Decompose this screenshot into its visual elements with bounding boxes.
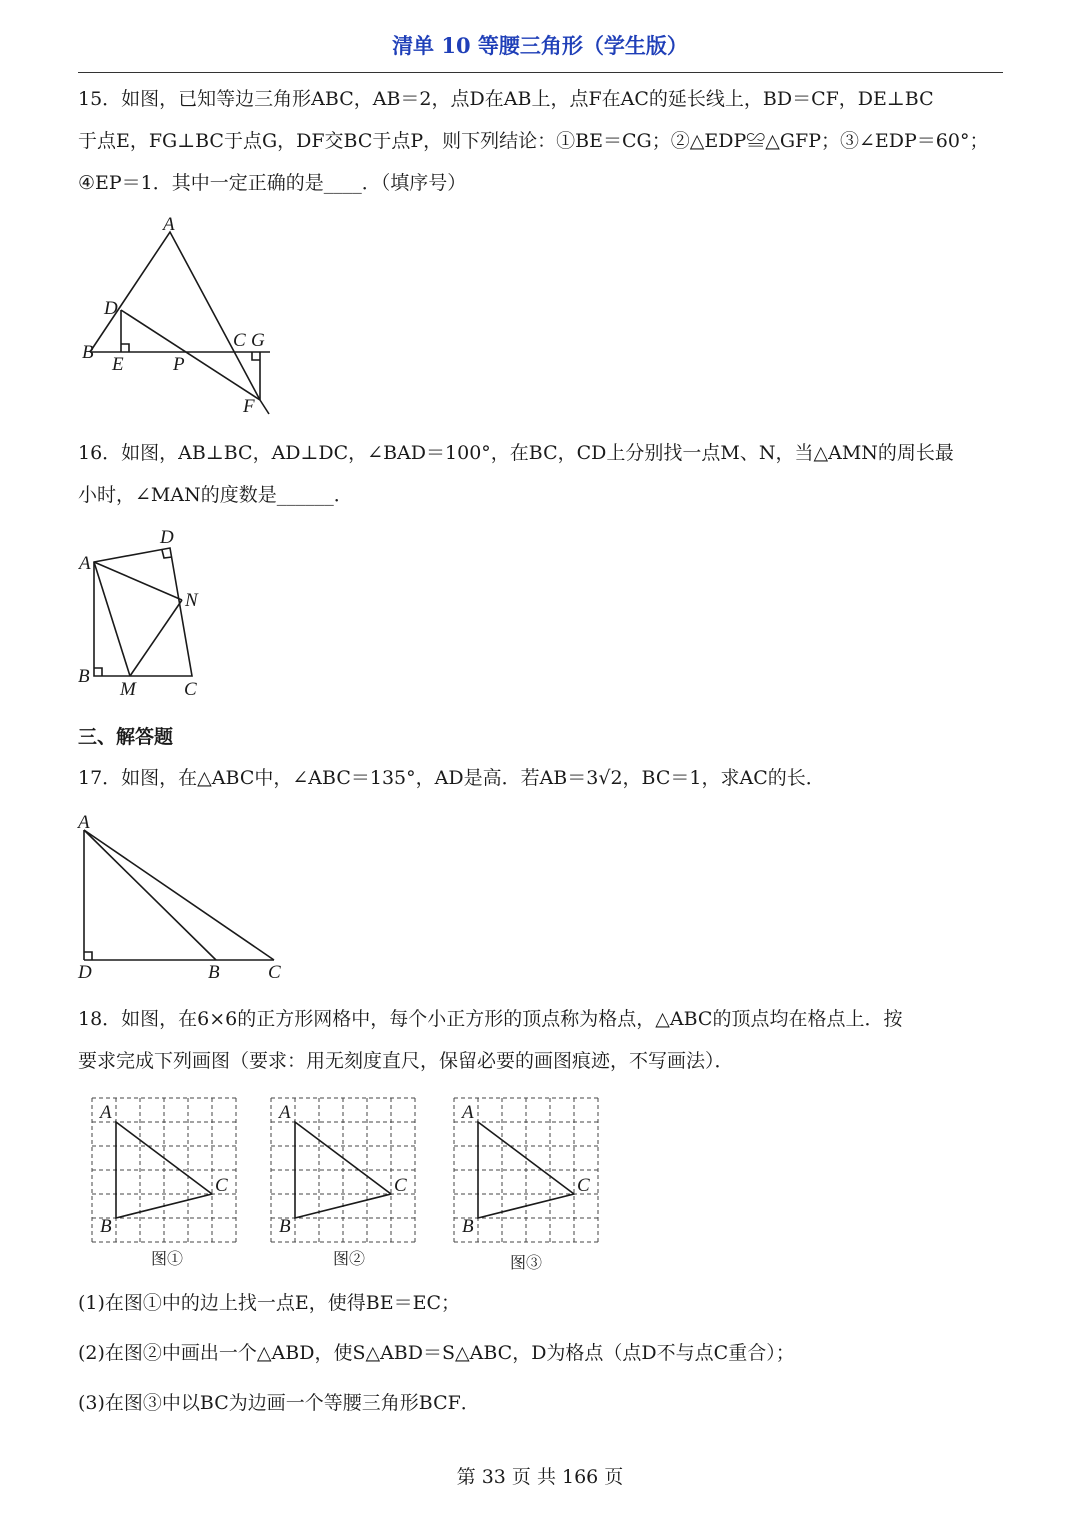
q16-line-2: 小时，∠MAN的度数是______． — [78, 484, 353, 506]
q18-grid-1-label-c: C — [215, 1175, 228, 1196]
q16-segment-mn — [130, 600, 182, 676]
q16-segment-am — [94, 562, 130, 676]
q17-label-b: B — [208, 962, 220, 983]
q16-label-d: D — [160, 527, 174, 548]
q15-segment-df — [121, 310, 260, 400]
q18-grid-3 — [448, 1092, 608, 1277]
q18-grid-2-label-c: C — [394, 1175, 407, 1196]
q15-line-3: ④EP＝1．其中一定正确的是____．（填序号） — [78, 172, 467, 194]
q15-line-1: 15．如图，已知等边三角形ABC，AB＝2，点D在AB上，点F在AC的延长线上，BD＝CF，DE⊥BC — [78, 88, 934, 110]
q15-label-a: A — [163, 214, 175, 235]
q16-line-1: 16．如图，AB⊥BC，AD⊥DC，∠BAD＝100°，在BC，CD上分别找一点M、N，当△AMN的周长最 — [78, 442, 954, 464]
q18-grid-2-lines — [271, 1098, 415, 1242]
q18-grid-1-caption: 图① — [151, 1249, 184, 1268]
q17-label-d: D — [78, 962, 92, 983]
q15-label-f: F — [243, 396, 255, 417]
q16-label-m: M — [120, 679, 136, 700]
q18-grid-3-label-b: B — [462, 1216, 474, 1237]
q18-grid-3-caption: 图③ — [510, 1253, 543, 1272]
q17-figure — [74, 808, 294, 988]
q18-grid-1-lines — [92, 1098, 236, 1242]
q17-label-a: A — [78, 812, 90, 833]
q18-line-2: 要求完成下列画图（要求：用无刻度直尺，保留必要的画图痕迹，不写画法）． — [78, 1050, 734, 1072]
page-footer: 第 33 页 共 166 页 — [456, 1466, 624, 1488]
q16-right-angle-b — [94, 668, 102, 676]
q18-part-3: (3)在图③中以BC为边画一个等腰三角形BCF． — [78, 1392, 480, 1414]
q18-grid-1-label-b: B — [100, 1216, 112, 1237]
q18-grid-3-label-c: C — [577, 1175, 590, 1196]
q16-segment-an — [94, 562, 182, 600]
q18-grid-2-caption: 图② — [333, 1249, 366, 1268]
q17-label-c: C — [268, 962, 281, 983]
q17-line-1: 17．如图，在△ABC中，∠ABC＝135°，AD是高．若AB＝3√2，BC＝1，求AC的长． — [78, 767, 825, 789]
q16-label-b: B — [78, 666, 90, 687]
q15-label-c: C — [233, 330, 246, 351]
q15-figure — [78, 210, 288, 420]
q18-part-1: (1)在图①中的边上找一点E，使得BE＝EC； — [78, 1292, 461, 1314]
q18-grid-3-lines — [454, 1098, 598, 1242]
q17-segment-ab — [84, 830, 216, 960]
q15-line-2: 于点E，FG⊥BC于点G，DF交BC于点P，则下列结论：①BE＝CG；②△EDP≌△GFP；③∠EDP＝60°； — [78, 130, 989, 152]
q15-label-b: B — [82, 342, 94, 363]
q18-grid-2-label-a: A — [279, 1102, 291, 1123]
q17-right-angle-d — [84, 952, 92, 960]
q15-label-p: P — [173, 354, 185, 375]
q18-grid-2 — [265, 1092, 425, 1277]
q18-part-2: (2)在图②中画出一个△ABD，使S△ABD＝S△ABC，D为格点（点D不与点C重合）； — [78, 1342, 795, 1364]
q16-label-c: C — [184, 679, 197, 700]
q15-label-g: G — [251, 330, 265, 351]
q18-grid-1-label-a: A — [100, 1102, 112, 1123]
q16-figure — [74, 524, 214, 704]
q15-label-d: D — [104, 298, 118, 319]
q16-label-n: N — [185, 590, 198, 611]
q18-grid-3-label-a: A — [462, 1102, 474, 1123]
q18-grid-1 — [86, 1092, 246, 1277]
page-header-title: 清单 10 等腰三角形（学生版） — [392, 33, 688, 58]
q15-label-e: E — [112, 354, 124, 375]
q15-extension-tail — [260, 400, 269, 414]
q15-right-angle-g — [252, 352, 260, 360]
q18-line-1: 18．如图，在6×6的正方形网格中，每个小正方形的顶点称为格点，△ABC的顶点均在格点上．按 — [78, 1008, 903, 1030]
section-3-title: 三、解答题 — [78, 726, 174, 748]
q16-label-a: A — [79, 553, 91, 574]
q15-right-angle-e — [121, 344, 129, 352]
q18-grid-2-label-b: B — [279, 1216, 291, 1237]
q17-segment-ac — [84, 830, 274, 960]
header-divider — [78, 72, 1003, 73]
